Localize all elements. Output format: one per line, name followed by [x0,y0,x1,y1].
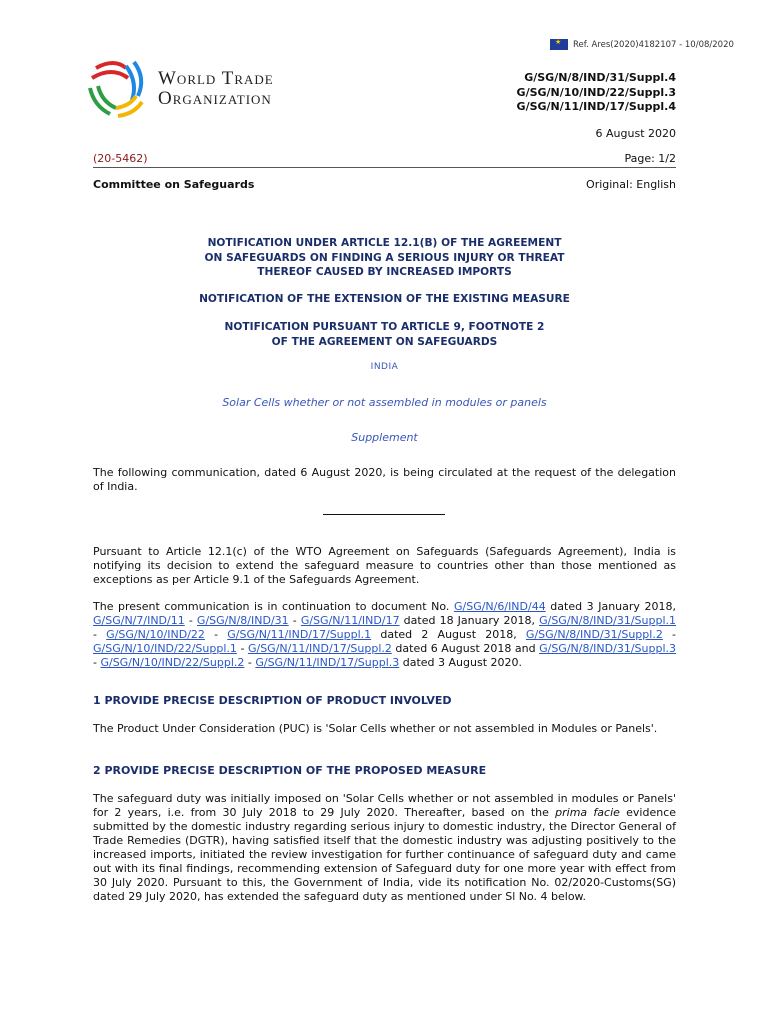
document-symbol: G/SG/N/8/IND/31/Suppl.4 [524,71,676,84]
document-symbol: G/SG/N/11/IND/17/Suppl.4 [516,100,676,113]
document-link[interactable]: G/SG/N/8/IND/31/Suppl.3 [539,642,676,655]
document-link[interactable]: G/SG/N/11/IND/17/Suppl.3 [255,656,400,669]
document-link[interactable]: G/SG/N/8/IND/31/Suppl.2 [525,628,663,641]
intro-paragraph: The following communication, dated 6 August 2020, is being circulated at the request of the delegation of India. [93,466,676,493]
committee-name: Committee on Safeguards [93,178,255,191]
wto-emblem-icon [86,58,150,120]
document-link[interactable]: G/SG/N/7/IND/11 [93,614,185,627]
continuation-text: dated 2 August 2018, [371,628,526,641]
document-symbols [480,71,676,115]
continuation-text: dated 6 August 2018 and [391,642,540,655]
document-link[interactable]: G/SG/N/10/IND/22/Suppl.2 [100,656,245,669]
continuation-text: - [184,614,197,627]
document-link[interactable]: G/SG/N/10/IND/22/Suppl.1 [93,642,237,655]
separator-line [323,514,445,515]
document-link[interactable]: G/SG/N/11/IND/17/Suppl.2 [247,642,392,655]
organization-name [158,69,274,109]
country-name: INDIA [370,362,399,372]
pursuant-paragraph: Pursuant to Article 12.1(c) of the WTO Agreement on Safeguards (Safeguards Agreement), India is notifying its decision to extend the safeguard measure to countries other than those mentioned as exceptions as per Article 9.1 of the Safeguards Agreement. [93,545,676,586]
page-number: Page: 1/2 [624,152,676,165]
document-date: 6 August 2020 [595,127,676,140]
document-link[interactable]: G/SG/N/11/IND/17/Suppl.1 [227,628,372,641]
continuation-text: - [288,614,301,627]
continuation-text: dated 3 January 2018, [545,600,676,613]
continuation-text: - [662,628,676,641]
continuation-text: - [204,628,228,641]
product-title: Solar Cells whether or not assembled in modules or panels [222,396,547,409]
section-2-text: evidence submitted by the domestic industry regarding serious injury to domestic industry, the Director General of Trade Remedies (DGTR), having satisfied itself that the domestic industry was adjusting positively to the increased imports, initiated the review investigation for further continuance of safeguard duty and came out with its final findings, recommending extension of Safeguard duty for one more year with effect from 30 July 2020. Pursuant to this, the Government of India, vide its notification No. 02/2020-Customs(SG) dated 29 July 2020, has extended the safeguard duty as mentioned under Sl No. 4 below. [93,806,677,903]
supplement-label: Supplement [351,431,418,444]
pursuant-heading [93,320,676,349]
continuation-text: - [244,656,256,669]
heading-line: THEREOF CAUSED BY INCREASED IMPORTS [257,266,512,278]
header-divider [93,167,676,168]
section-1-body: The Product Under Consideration (PUC) is 'Solar Cells whether or not assembled in Modules or Panels'. [93,722,658,735]
heading-line: OF THE AGREEMENT ON SAFEGUARDS [271,335,498,348]
document-link[interactable]: G/SG/N/8/IND/31 [196,614,289,627]
document-link[interactable]: G/SG/N/10/IND/22 [106,628,205,641]
section-2-text: The safeguard duty was initially imposed on 'Solar Cells whether or not assembled in modules or Panels' for 2 years, i.e. from 30 July 2018 to 29 July 2020. Thereafter, based on the [93,792,676,819]
document-link[interactable]: G/SG/N/8/IND/31/Suppl.1 [539,614,676,627]
continuation-text: - [93,656,101,669]
section-2-body [93,792,676,904]
organization-name-line1: World Trade [158,68,274,89]
continuation-text: - [93,628,107,641]
continuation-text: The present communication is in continuation to document No. [93,600,454,613]
eu-flag-icon [550,39,568,50]
reference-text: Ref. Ares(2020)4182107 - 10/08/2020 [573,39,734,50]
section-2-italic: prima facie [555,806,620,819]
organization-name-line2: Organization [158,88,272,109]
section-1-heading: 1 PROVIDE PRECISE DESCRIPTION OF PRODUCT INVOLVED [93,694,452,707]
heading-line: ON SAFEGUARDS ON FINDING A SERIOUS INJURY OR THREAT [204,251,565,264]
document-link[interactable]: G/SG/N/11/IND/17 [300,614,400,627]
original-language: Original: English [586,178,676,191]
extension-heading: NOTIFICATION OF THE EXTENSION OF THE EXISTING MEASURE [199,293,570,305]
notification-heading [93,236,676,280]
section-2-heading: 2 PROVIDE PRECISE DESCRIPTION OF THE PROPOSED MEASURE [93,764,487,777]
continuation-text: dated 3 August 2020. [399,656,523,669]
continuation-text: dated 18 January 2018, [399,614,540,627]
wto-logo [86,58,274,120]
heading-line: NOTIFICATION PURSUANT TO ARTICLE 9, FOOTNOTE 2 [224,321,545,333]
continuation-text: - [236,642,248,655]
reference-stamp [550,39,734,50]
heading-line: NOTIFICATION UNDER ARTICLE 12.1(B) OF THE AGREEMENT [207,237,562,249]
document-link[interactable]: G/SG/N/6/IND/44 [453,600,546,613]
continuation-paragraph [93,600,676,670]
document-symbol: G/SG/N/10/IND/22/Suppl.3 [516,85,676,99]
document-number: (20-5462) [93,152,148,165]
